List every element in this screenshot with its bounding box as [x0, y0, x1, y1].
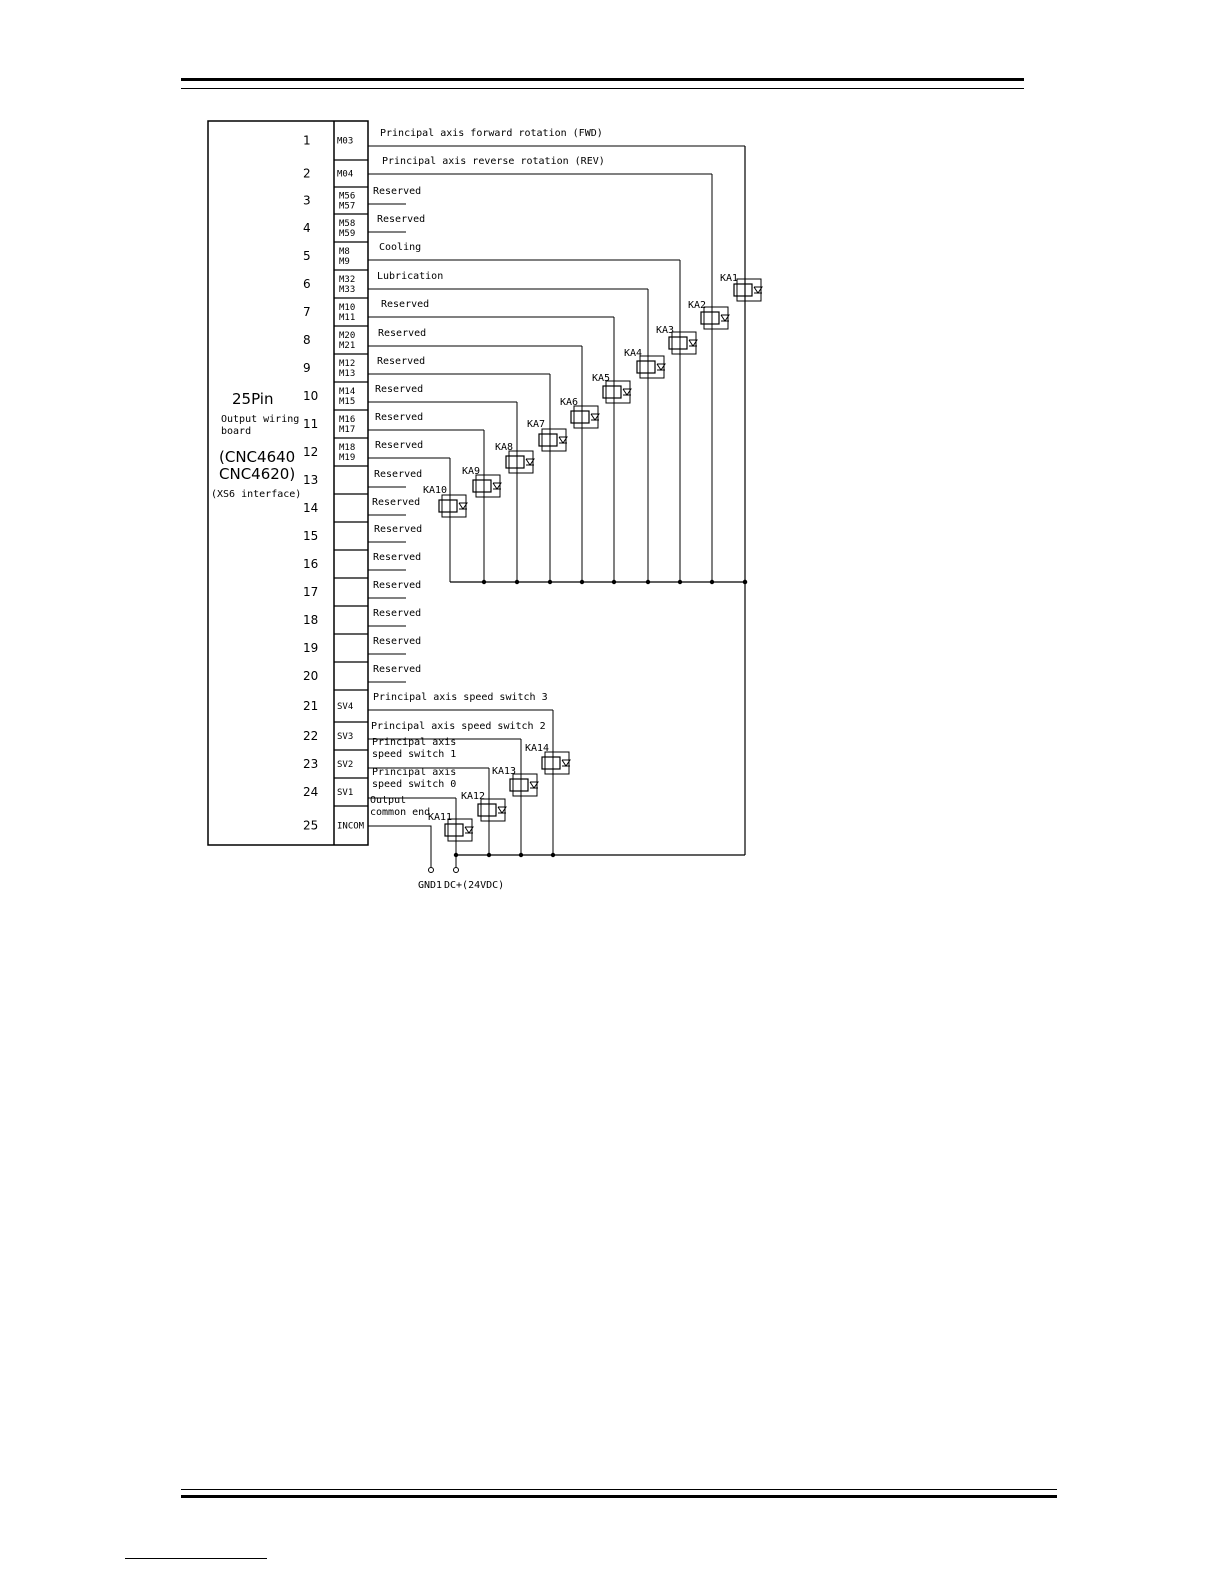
board-subtitle-2: board: [221, 426, 252, 437]
relay-label: KA6: [560, 397, 579, 408]
signal-label: Output: [370, 795, 407, 806]
pin-code: SV1: [337, 788, 354, 798]
signal-label: Reserved: [377, 214, 426, 225]
pin-code: M20: [339, 331, 356, 341]
relay-frame: [476, 475, 500, 497]
board-model-1: (CNC4640: [219, 448, 296, 466]
relay-label: KA12: [461, 791, 486, 802]
pin-number: 20: [303, 669, 319, 683]
signal-label: Principal axis forward rotation (FWD): [380, 128, 603, 139]
relay-label: KA9: [462, 466, 481, 477]
pin-number: 12: [303, 445, 319, 459]
signal-label: Reserved: [374, 524, 423, 535]
signal-label: Reserved: [378, 328, 427, 339]
relay-ka9: [462, 430, 501, 584]
pin-code: M8: [339, 247, 350, 257]
relay-label: KA2: [688, 300, 707, 311]
relay-label: KA8: [495, 442, 514, 453]
relay-frame: [574, 406, 598, 428]
pin-code: M18: [339, 443, 356, 453]
relay-label: KA10: [423, 485, 448, 496]
pin-code: M16: [339, 415, 356, 425]
board-title: 25Pin: [232, 390, 274, 408]
pin-code: M56: [339, 191, 356, 202]
pin-code: M21: [339, 341, 356, 351]
gnd-wire: [368, 826, 431, 867]
signal-label: Principal axis: [372, 737, 457, 748]
pin-code: M12: [339, 359, 356, 369]
pin-code: M03: [337, 136, 354, 147]
relay-ka2: [688, 174, 729, 584]
signal-label: Reserved: [373, 580, 422, 591]
signal-label: Reserved: [377, 356, 426, 367]
pin-code: SV2: [337, 760, 354, 770]
pin-code: M57: [339, 201, 356, 212]
pin-number: 22: [303, 729, 319, 743]
pin-number: 13: [303, 473, 319, 487]
signal-label: Reserved: [375, 440, 424, 451]
pin-code: M32: [339, 275, 356, 285]
pin-number: 16: [303, 557, 319, 571]
signal-label: Cooling: [379, 242, 422, 253]
relay-label: KA1: [720, 273, 739, 284]
gnd-terminal: [429, 868, 434, 873]
relay-frame: [442, 495, 466, 517]
pin-number: 11: [303, 417, 319, 431]
pin-code: M14: [339, 387, 356, 397]
pin-number: 8: [303, 333, 311, 347]
pin-code: M15: [339, 397, 356, 407]
pin-number: 5: [303, 249, 311, 263]
signal-label: Reserved: [375, 412, 424, 423]
pin-code: M33: [339, 285, 356, 295]
relay-ka13: [492, 739, 538, 857]
signal-label: common end: [370, 807, 431, 818]
junction-dot: [743, 580, 747, 584]
pin-code: M58: [339, 219, 356, 229]
signal-label: Lubrication: [377, 271, 444, 282]
signal-label: Reserved: [381, 299, 430, 310]
pin-code: M11: [339, 313, 356, 323]
pin-number: 21: [303, 699, 319, 713]
relay-label: KA7: [527, 419, 546, 430]
gnd-label: GND1: [418, 880, 443, 891]
relay-frame: [481, 799, 505, 821]
relay-label: KA14: [525, 743, 550, 754]
relay-frame: [737, 279, 761, 301]
relay-frame: [640, 356, 664, 378]
pin-code: M9: [339, 257, 350, 267]
relay-ka11: [428, 798, 473, 857]
signal-label: Reserved: [373, 186, 422, 197]
pin-code: SV3: [337, 732, 354, 742]
relay-group: [423, 146, 762, 867]
relay-frame: [545, 752, 569, 774]
pin-number: 6: [303, 277, 311, 291]
pin-number: 19: [303, 641, 319, 655]
dc-terminal: [454, 868, 459, 873]
pin-code: M17: [339, 425, 356, 435]
signal-label: Reserved: [372, 497, 421, 508]
pin-number: 25: [303, 818, 319, 833]
relay-label: KA4: [624, 348, 643, 359]
pin-number: 10: [303, 389, 319, 403]
relay-label: KA5: [592, 373, 611, 384]
relay-frame: [542, 429, 566, 451]
pin-code: M04: [337, 169, 354, 180]
signal-label: Reserved: [373, 664, 422, 675]
signal-label: Principal axis reverse rotation (REV): [382, 156, 605, 167]
board-model-2: CNC4620): [219, 465, 296, 483]
signal-label: speed switch 1: [372, 749, 457, 760]
relay-ka1: [720, 146, 762, 584]
relay-frame: [606, 381, 630, 403]
relay-label: KA13: [492, 766, 517, 777]
signal-label: Reserved: [373, 608, 422, 619]
pin-code: M19: [339, 453, 356, 463]
signal-label: Principal axis: [372, 767, 457, 778]
pin-number: 24: [303, 785, 319, 799]
signal-label: Reserved: [373, 552, 422, 563]
dc-label: DC+(24VDC): [444, 880, 505, 891]
pin-number: 4: [303, 221, 311, 235]
signal-label: speed switch 0: [372, 779, 457, 790]
pin-rows: [303, 128, 745, 867]
pin-number: 17: [303, 585, 319, 599]
pin-number: 15: [303, 529, 319, 543]
pin-number: 23: [303, 757, 319, 771]
pin-number: 9: [303, 361, 311, 375]
board-subtitle-1: Output wiring: [221, 414, 300, 425]
pin-number: 2: [303, 166, 311, 181]
signal-label: Reserved: [374, 469, 423, 480]
relay-frame: [513, 774, 537, 796]
pin-number: 18: [303, 613, 319, 627]
relay-label: KA11: [428, 812, 453, 823]
relay-ka10: [423, 458, 467, 582]
relay-frame: [509, 451, 533, 473]
pin-code: M59: [339, 229, 356, 239]
relay-frame: [704, 307, 728, 329]
relay-ka12: [461, 768, 506, 857]
pin-number: 7: [303, 305, 311, 319]
pin-code: INCOM: [337, 821, 365, 832]
pin-number: 3: [303, 193, 311, 208]
signal-label: Principal axis speed switch 3: [373, 692, 548, 703]
relay-frame: [672, 332, 696, 354]
pin-number: 14: [303, 501, 319, 515]
relay-ka14: [525, 710, 570, 857]
board-interface: (XS6 interface): [211, 489, 302, 500]
pin-number: 1: [303, 133, 311, 148]
signal-label: Reserved: [375, 384, 424, 395]
pin-code: SV4: [337, 702, 354, 712]
pin-code: M10: [339, 303, 356, 313]
signal-label: Reserved: [373, 636, 422, 647]
pin-code: M13: [339, 369, 356, 379]
signal-label: Principal axis speed switch 2: [371, 721, 546, 732]
relay-label: KA3: [656, 325, 675, 336]
